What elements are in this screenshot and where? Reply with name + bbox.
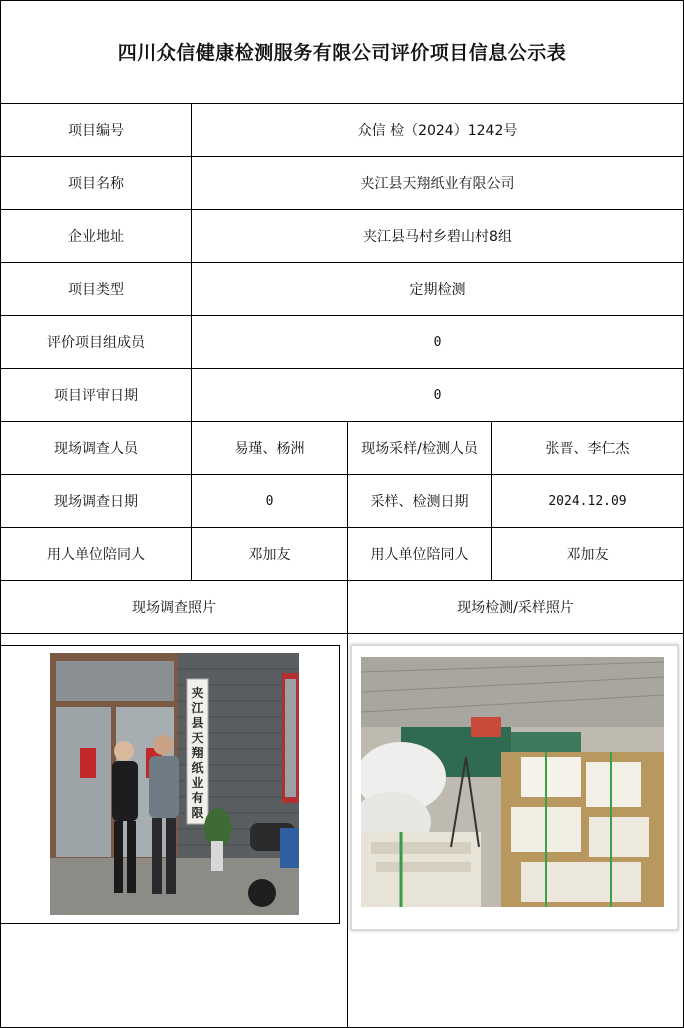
- survey-staff-value: 易瑾、杨洲: [234, 441, 305, 457]
- survey-photo-label: 现场调查照片: [132, 600, 216, 616]
- svg-text:纸: 纸: [191, 761, 204, 775]
- address-value: 夹江县马村乡碧山村8组: [363, 229, 512, 245]
- project-no-label: 项目编号: [68, 123, 124, 139]
- project-name-label: 项目名称: [68, 176, 124, 192]
- svg-text:县: 县: [191, 716, 204, 730]
- svg-text:夹: 夹: [191, 686, 204, 700]
- address-label: 企业地址: [68, 229, 124, 245]
- project-type-label: 项目类型: [68, 282, 124, 298]
- sampling-date-label: 采样、检测日期: [370, 494, 469, 510]
- survey-staff-label: 现场调查人员: [54, 441, 138, 457]
- review-date-label: 项目评审日期: [54, 388, 138, 404]
- svg-text:业: 业: [191, 776, 204, 790]
- sampling-photo-label: 现场检测/采样照片: [457, 600, 574, 616]
- svg-text:江: 江: [191, 701, 204, 715]
- svg-text:翔: 翔: [191, 746, 204, 760]
- svg-text:限: 限: [191, 806, 204, 820]
- svg-text:有: 有: [191, 791, 204, 805]
- sampling-date-value: 2024.12.09: [548, 493, 627, 509]
- survey-date-label: 现场调查日期: [54, 494, 138, 510]
- escort-value-2: 邓加友: [566, 547, 609, 563]
- sampling-staff-value: 张晋、李仁杰: [545, 441, 630, 457]
- project-type-value: 定期检测: [409, 282, 466, 298]
- project-no-value: 众信 检（2024）1242号: [357, 123, 518, 139]
- svg-text:天: 天: [191, 731, 204, 745]
- project-name-value: 夹江县天翔纸业有限公司: [360, 176, 515, 192]
- sampling-photo-frame: [351, 645, 678, 930]
- sampling-staff-label: 现场采样/检测人员: [361, 441, 478, 457]
- escort-value-1: 邓加友: [248, 547, 291, 563]
- team-label: 评价项目组成员: [47, 335, 145, 351]
- page-title: 四川众信健康检测服务有限公司评价项目信息公示表: [117, 42, 567, 64]
- survey-date-value: 0: [265, 493, 274, 509]
- sampling-photo: [361, 657, 664, 907]
- survey-photo: [50, 653, 299, 915]
- escort-label-1: 用人单位陪同人: [47, 547, 145, 563]
- team-value: 0: [433, 334, 442, 350]
- escort-label-2: 用人单位陪同人: [370, 547, 469, 563]
- review-date-value: 0: [433, 387, 442, 403]
- survey-photo-frame: [0, 645, 340, 924]
